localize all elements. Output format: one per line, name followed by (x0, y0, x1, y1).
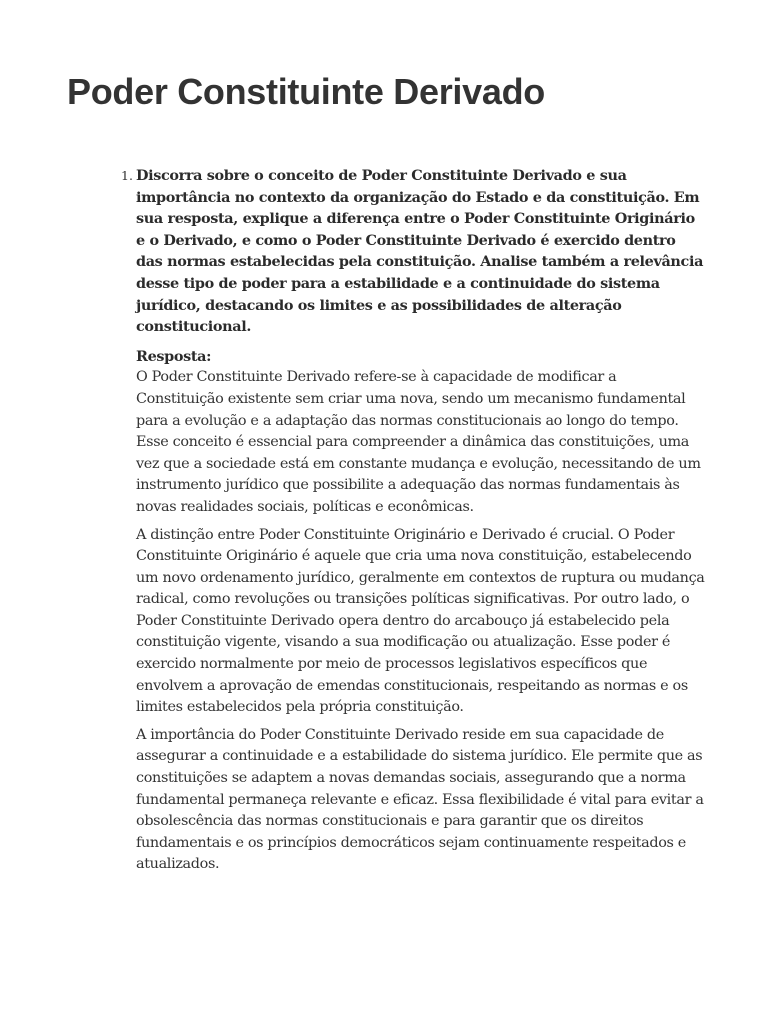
question-list (121, 165, 706, 882)
question-item (121, 165, 706, 876)
question-text: Discorra sobre o conceito de Poder Constituinte Derivado e sua importância no contexto da organização do Estado e da constituição. Em sua resposta, explique a diferença entre o Poder Constituinte Originário e o Derivado, e como o Poder Constituinte Derivado é exercido dentro das normas estabelecidas pela constituição. Analise também a relevância desse tipo de poder para a estabilidade e a continuidade do sistema jurídico, destacando os limites e as possibilidades de alteração constitucional. (136, 167, 704, 336)
answer-paragraph: A distinção entre Poder Constituinte Originário e Derivado é crucial. O Poder Constituinte Originário é aquele que cria uma nova constituição, estabelecendo um novo ordenamento jurídico, geralmente em contextos de ruptura ou mudança radical, como revoluções ou transições políticas significativas. Por outro lado, o Poder Constituinte Derivado opera dentro do arcabouço já estabelecido pela constituição vigente, visando a sua modificação ou atualização. Esse poder é exercido normalmente por meio de processos legislativos específicos que envolvem a aprovação de emendas constitucionais, respeitando as normas e os limites estabelecidos pela própria constituição. (136, 526, 705, 716)
answer-paragraph: O Poder Constituinte Derivado refere-se à capacidade de modificar a Constituição existente sem criar uma nova, sendo um mecanismo fundamental para a evolução e a adaptação das normas constitucionais ao longo do tempo. Esse conceito é essencial para compreender a dinâmica das constituições, uma vez que a sociedade está em constante mudança e evolução, necessitando de um instrumento jurídico que possibilite a adequação das normas fundamentais às novas realidades sociais, políticas e econômicas. (136, 369, 701, 515)
answer-paragraph: A importância do Poder Constituinte Derivado reside em sua capacidade de assegurar a continuidade e a estabilidade do sistema jurídico. Ele permite que as constituições se adaptem a novas demandas sociais, assegurando que a norma fundamental permaneça relevante e eficaz. Essa flexibilidade é vital para evitar a obsolescência das normas constitucionais e para garantir que os direitos fundamentais e os princípios democráticos sejam continuamente respeitados e atualizados. (136, 726, 704, 873)
answer-heading: Resposta: (136, 347, 212, 365)
item-number: 1. (121, 168, 133, 183)
page-title: Poder Constituinte Derivado (67, 71, 545, 112)
